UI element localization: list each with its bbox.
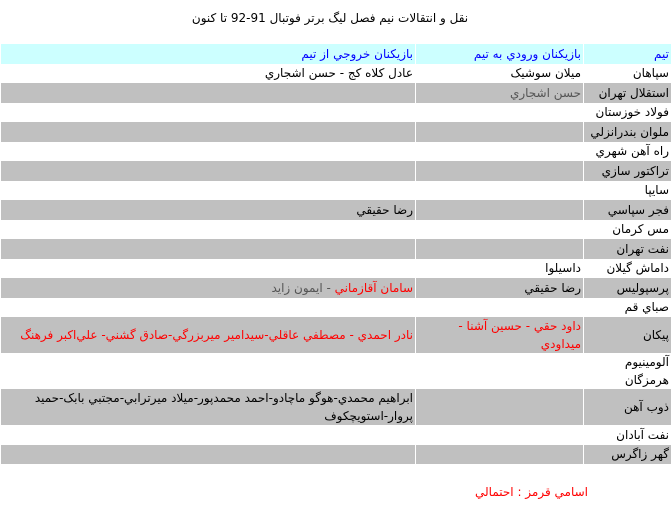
incoming-cell: [416, 445, 584, 465]
team-cell: صباي قم: [584, 298, 672, 318]
table-row: [1, 142, 672, 162]
outgoing-cell: ابراهيم محمدي-هوگو ماچادو-احمد محمدپور-ميلاد ميرترابي-مجتبي بابک-حميد پروار-استويچكوف: [1, 389, 416, 425]
outgoing-cell: [1, 353, 416, 389]
table-row: [1, 181, 672, 201]
table-row: [1, 389, 672, 425]
outgoing-cell: [1, 239, 416, 259]
outgoing-cell: نادر احمدي - مصطفي عاقلي-سيدامير ميربزرگي-صادق گشني- علي‌اكبر فرهنگ: [1, 317, 416, 353]
table-row: [1, 220, 672, 240]
outgoing-cell: [1, 425, 416, 445]
legend-note: اسامي قرمز : احتمالي: [475, 485, 588, 499]
incoming-cell: رضا حقيقي: [416, 278, 584, 298]
table-row: [1, 200, 672, 220]
team-cell: پرسپوليس: [584, 278, 672, 298]
team-cell: پيكان: [584, 317, 672, 353]
probable-player: سامان آقازماني: [334, 280, 413, 295]
outgoing-cell: [1, 83, 416, 103]
table-row: [1, 122, 672, 142]
outgoing-cell: [1, 298, 416, 318]
team-cell: داماش گيلان: [584, 259, 672, 279]
header-incoming: بازيكنان ورودي به تيم: [416, 44, 584, 64]
page-title: نقل و انتقالات نيم فصل ليگ برتر فوتبال 91-92 تا كنون: [191, 11, 469, 25]
outgoing-player: - ايمون زايد: [271, 280, 335, 295]
outgoing-cell: [1, 103, 416, 123]
incoming-cell: [416, 298, 584, 318]
incoming-cell: [416, 161, 584, 181]
table-row: [1, 425, 672, 445]
team-cell: نفت تهران: [584, 239, 672, 259]
incoming-cell: حسن اشجاري: [416, 83, 584, 103]
table-row: [1, 64, 672, 84]
team-cell: تراكتور سازي: [584, 161, 672, 181]
table-row: [1, 259, 672, 279]
team-cell: گهر زاگرس: [584, 445, 672, 465]
team-cell: مس كرمان: [584, 220, 672, 240]
outgoing-cell: [1, 259, 416, 279]
incoming-cell: [416, 122, 584, 142]
incoming-cell: داود حقي - حسين آشنا - ميداودي: [416, 317, 584, 353]
table-row: [1, 298, 672, 318]
incoming-cell: [416, 389, 584, 425]
table-row: [1, 353, 672, 389]
outgoing-cell: [1, 161, 416, 181]
header-team: تيم: [584, 44, 672, 64]
table-row: [1, 161, 672, 181]
team-cell: نفت آبادان: [584, 425, 672, 445]
table-header-row: [1, 44, 672, 64]
team-cell: استقلال تهران: [584, 83, 672, 103]
team-cell: سايپا: [584, 181, 672, 201]
table-row: [1, 239, 672, 259]
incoming-cell: [416, 425, 584, 445]
incoming-cell: [416, 353, 584, 389]
incoming-cell: [416, 142, 584, 162]
team-cell: ذوب آهن: [584, 389, 672, 425]
table-row: [1, 103, 672, 123]
outgoing-cell: رضا حقيقي: [1, 200, 416, 220]
team-cell: فجر سپاسي: [584, 200, 672, 220]
incoming-cell: داسيلوا: [416, 259, 584, 279]
team-cell: فولاد خوزستان: [584, 103, 672, 123]
table-row: [1, 445, 672, 465]
incoming-cell: [416, 181, 584, 201]
outgoing-cell: [1, 142, 416, 162]
outgoing-cell: [1, 122, 416, 142]
incoming-cell: [416, 200, 584, 220]
incoming-cell: [416, 220, 584, 240]
incoming-cell: ميلان سوشيک: [416, 64, 584, 84]
outgoing-cell: [1, 181, 416, 201]
team-cell: راه آهن شهري: [584, 142, 672, 162]
table-row: [1, 83, 672, 103]
outgoing-cell: [1, 278, 416, 298]
incoming-cell: [416, 103, 584, 123]
team-cell: ملوان بندرانزلي: [584, 122, 672, 142]
team-cell: آلومينيوم هرمزگان: [584, 353, 672, 389]
incoming-cell: [416, 239, 584, 259]
header-outgoing: بازيكنان خروجي از تيم: [1, 44, 416, 64]
outgoing-cell: [1, 220, 416, 240]
outgoing-cell: [1, 445, 416, 465]
table-row: [1, 317, 672, 353]
outgoing-cell: عادل كلاه كج - حسن اشجاري: [1, 64, 416, 84]
table-row: [1, 278, 672, 298]
transfers-table: [0, 44, 672, 464]
team-cell: سپاهان: [584, 64, 672, 84]
